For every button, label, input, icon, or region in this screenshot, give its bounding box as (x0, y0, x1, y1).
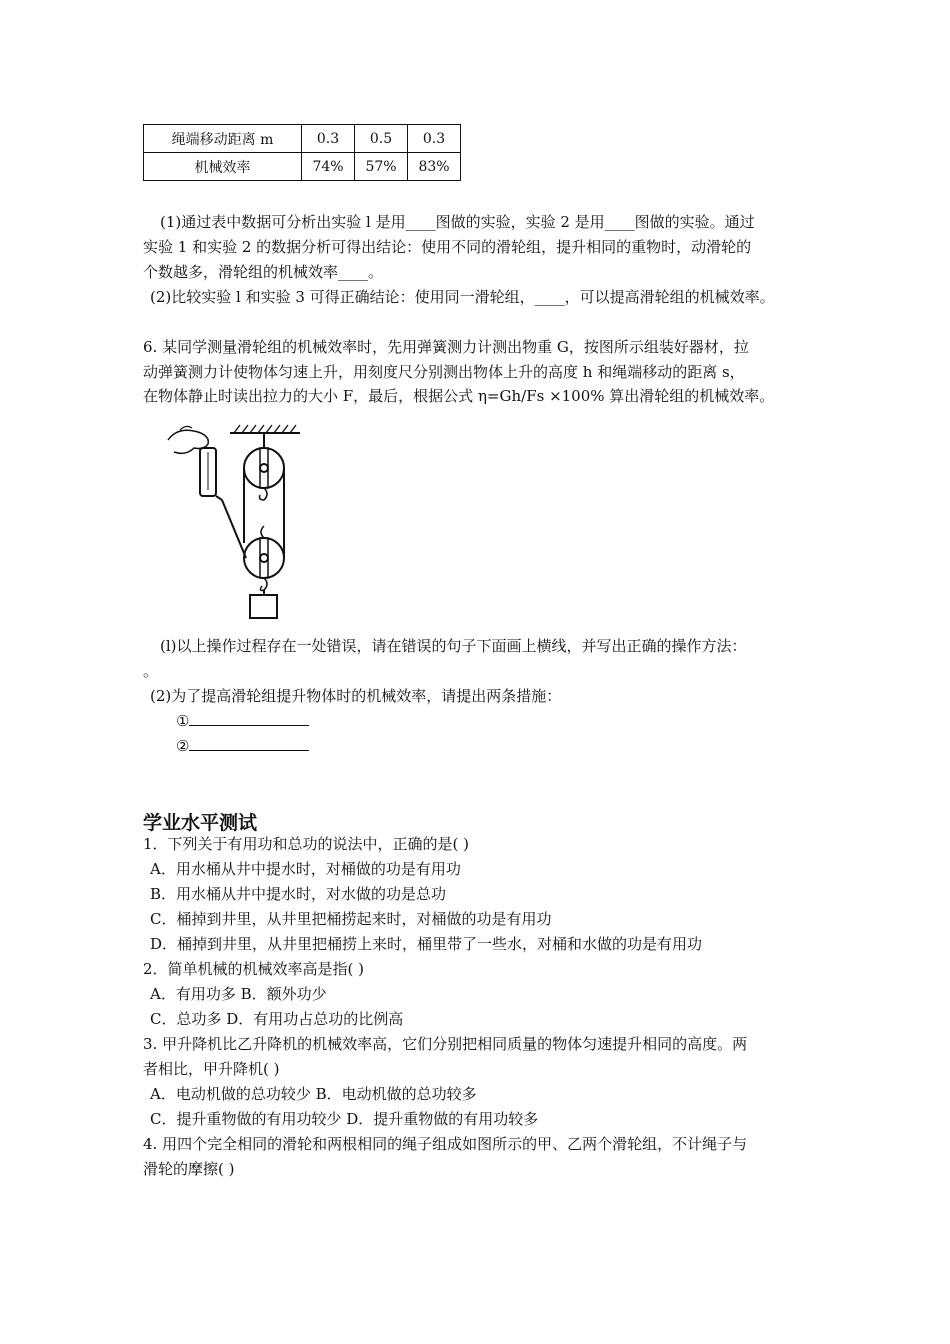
q5-part1-line2: 实验 1 和实验 2 的数据分析可得出结论：使用不同的滑轮组，提升相同的重物时，动滑轮的 (143, 238, 752, 256)
data-table (143, 124, 461, 181)
table-cell: 83% (408, 153, 461, 181)
q6-answer2-prompt: (2)为了提高滑轮组提升物体时的机械效率，请提出两条措施： (150, 687, 562, 705)
table-row (144, 153, 461, 181)
table-cell: 绳端移动距离 m (144, 125, 302, 153)
table-cell: 74% (302, 153, 355, 181)
question-3-line1: 3. 甲升降机比乙升降机的机械效率高，它们分别把相同质量的物体匀速提升相同的高度。两 (143, 1035, 748, 1053)
table-cell: 0.5 (355, 125, 408, 153)
question-4-line1: 4. 用四个完全相同的滑轮和两根相同的绳子组成如图所示的甲、乙两个滑轮组，不计绳子与 (143, 1135, 748, 1153)
table-cell: 0.3 (302, 125, 355, 153)
q1-option-c: C．桶掉到井里，从井里把桶捞起来时，对桶做的功是有用功 (150, 910, 552, 928)
answer-blank (189, 711, 309, 726)
measure-1-marker: ① (176, 712, 190, 730)
q5-part1-line3: 个数越多，滑轮组的机械效率____。 (143, 263, 384, 281)
q5-part1-line1: (1)通过表中数据可分析出实验 l 是用____图做的实验，实验 2 是用____图做的实验。通过 (160, 213, 755, 231)
q1-option-b: B．用水桶从井中提水时，对水做的功是总功 (150, 885, 447, 903)
q6-answer1-end: 。 (143, 662, 159, 680)
q6-line3: 在物体静止时读出拉力的大小 F，最后，根据公式 η=Gh/Fs ×100% 算出滑轮组的机械效率。 (143, 387, 775, 405)
section-title: 学业水平测试 (143, 812, 258, 834)
question-4-line2: 滑轮的摩擦( ) (143, 1160, 235, 1178)
q6-measure-2 (176, 736, 309, 756)
q6-measure-1 (176, 711, 309, 731)
table-row (144, 125, 461, 153)
q3-options-ab: A．电动机做的总功较少 B．电动机做的总功较多 (150, 1085, 477, 1103)
answer-blank (189, 736, 309, 751)
q2-options-cd: C．总功多 D．有用功占总功的比例高 (150, 1010, 404, 1028)
pulley-apparatus-figure (160, 418, 320, 623)
q1-option-a: A．用水桶从井中提水时，对桶做的功是有用功 (150, 860, 461, 878)
table-cell: 57% (355, 153, 408, 181)
q1-option-d: D．桶掉到井里，从井里把桶捞上来时，桶里带了一些水，对桶和水做的功是有用功 (150, 935, 703, 953)
measure-2-marker: ② (176, 737, 190, 755)
q6-line1: 6. 某同学测量滑轮组的机械效率时，先用弹簧测力计测出物重 G，按图所示组装好器材，拉 (143, 338, 749, 356)
question-3-line2: 者相比，甲升降机( ) (143, 1060, 280, 1078)
question-2: 2．简单机械的机械效率高是指( ) (143, 960, 365, 978)
question-1: 1．下列关于有用功和总功的说法中，正确的是( ) (143, 835, 470, 853)
table-cell: 0.3 (408, 125, 461, 153)
q2-options-ab: A．有用功多 B．额外功少 (150, 985, 327, 1003)
q5-part2: (2)比较实验 l 和实验 3 可得正确结论：使用同一滑轮组，____，可以提高滑轮组的机械效率。 (150, 288, 775, 306)
q3-options-cd: C．提升重物做的有用功较少 D．提升重物做的有用功较多 (150, 1110, 539, 1128)
q6-answer1-prompt: (l)以上操作过程存在一处错误，请在错误的句子下面画上横线，并写出正确的操作方法： (160, 637, 747, 655)
table-cell: 机械效率 (144, 153, 302, 181)
q6-line2: 动弹簧测力计使物体匀速上升，用刻度尺分别测出物体上升的高度 h 和绳端移动的距离 s， (143, 363, 745, 381)
